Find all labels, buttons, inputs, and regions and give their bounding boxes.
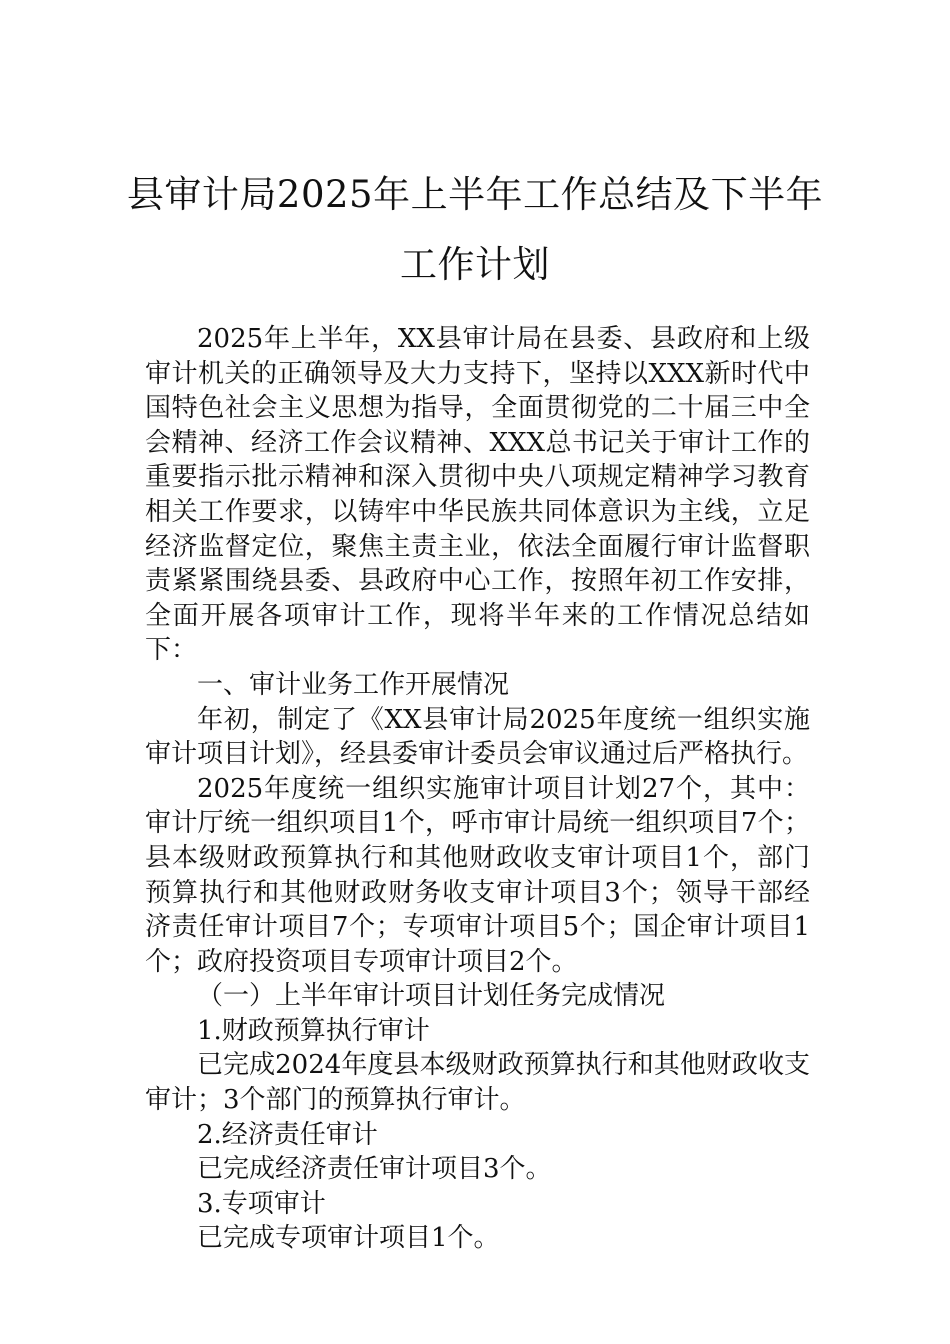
- document-body: [145, 322, 810, 1256]
- item-heading: 2.经济责任审计: [197, 1119, 378, 1150]
- body-paragraph: 2025年度统一组织实施审计项目计划27个，其中：审计厅统一组织项目1个，呼市审计局统一组织项目7个；县本级财政预算执行和其他财政收支审计项目1个，部门预算执行和其他财政财务收支审计项目3个；领导干部经济责任审计项目7个；专项审计项目5个；国企审计项目1个；政府投资项目专项审计项目2个。: [145, 773, 810, 977]
- title-line-1: 县审计局2025年上半年工作总结及下半年: [126, 173, 824, 216]
- title-line-2: 工作计划: [400, 243, 550, 286]
- item-heading: 3.专项审计: [197, 1188, 326, 1219]
- subsection-heading: （一）上半年审计项目计划任务完成情况: [197, 981, 666, 1012]
- body-paragraph: 已完成经济责任审计项目3个。: [197, 1154, 552, 1185]
- item-heading: 1.财政预算执行审计: [197, 1015, 430, 1046]
- document-title: [120, 160, 830, 300]
- intro-paragraph: 2025年上半年，XX县审计局在县委、县政府和上级审计机关的正确领导及大力支持下，坚持以XXX新时代中国特色社会主义思想为指导，全面贯彻党的二十届三中全会精神、经济工作会议精神、XXX总书记关于审计工作的重要指示批示精神和深入贯彻中央八项规定精神学习教育相关工作要求，以铸牢中华民族共同体意识为主线，立足经济监督定位，聚焦主责主业，依法全面履行审计监督职责紧紧围绕县委、县政府中心工作，按照年初工作安排，全面开展各项审计工作，现将半年来的工作情况总结如下：: [145, 324, 810, 666]
- body-paragraph: 已完成专项审计项目1个。: [197, 1223, 500, 1254]
- section-heading-1: 一、审计业务工作开展情况: [197, 669, 510, 700]
- body-paragraph: 已完成2024年度县本级财政预算执行和其他财政收支审计；3个部门的预算执行审计。: [145, 1050, 810, 1116]
- body-paragraph: 年初，制定了《XX县审计局2025年度统一组织实施审计项目计划》，经县委审计委员会审议通过后严格执行。: [145, 704, 810, 770]
